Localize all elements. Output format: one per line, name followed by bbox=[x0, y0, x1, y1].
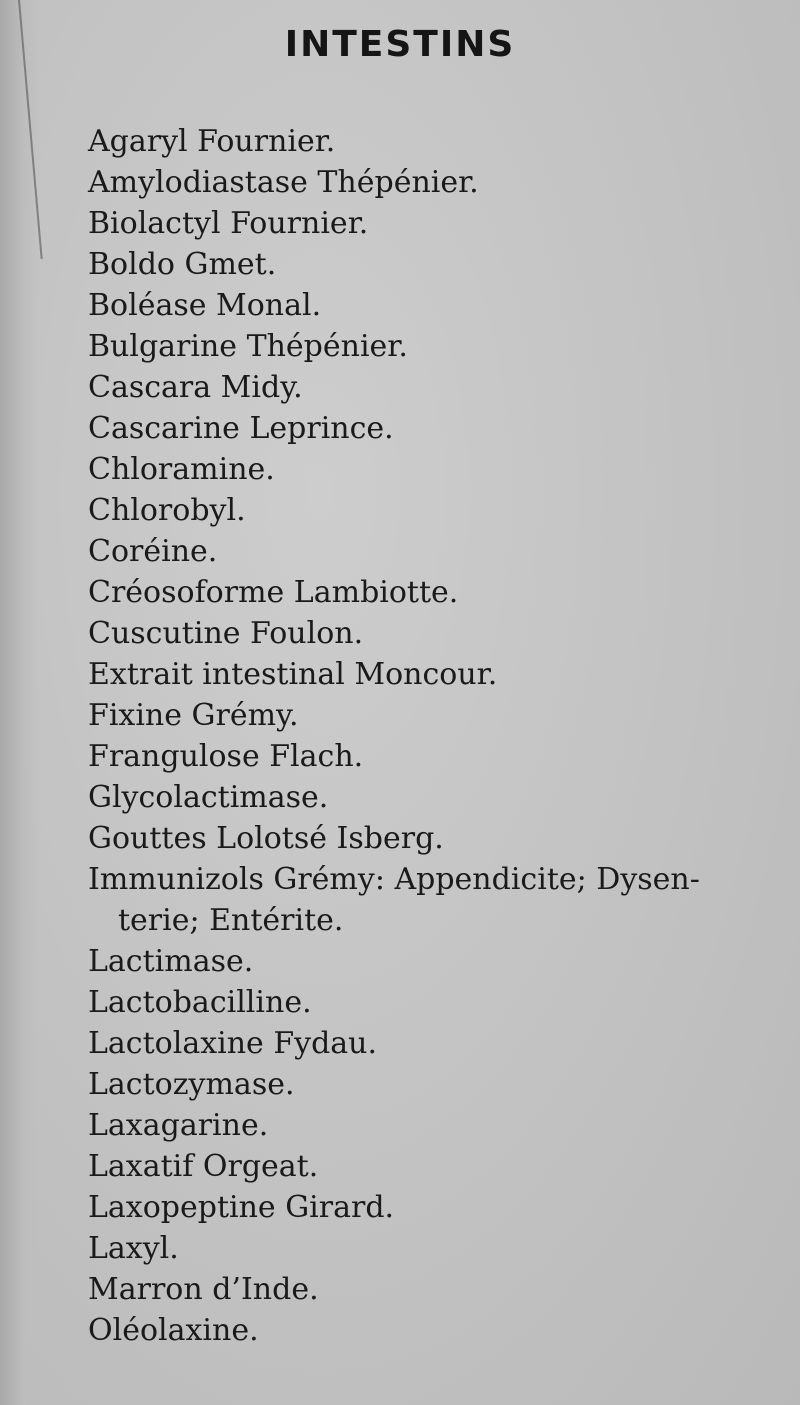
page-title: INTESTINS bbox=[284, 24, 516, 65]
list-item: Biolactyl Fournier. bbox=[88, 206, 369, 241]
list-item: Cuscutine Foulon. bbox=[88, 616, 364, 651]
list-item: Boldo Gmet. bbox=[88, 247, 277, 282]
list-item: Frangulose Flach. bbox=[88, 739, 364, 774]
list-item: Chloramine. bbox=[88, 452, 275, 487]
list-item: Oléolaxine. bbox=[88, 1313, 259, 1348]
list-item: Lactozymase. bbox=[88, 1067, 295, 1102]
list-item-multiline bbox=[88, 859, 700, 941]
list-item: Lactolaxine Fydau. bbox=[88, 1026, 378, 1061]
list-item: Laxopeptine Girard. bbox=[88, 1190, 395, 1225]
list-item: Marron d’Inde. bbox=[88, 1272, 319, 1307]
list-item: Amylodiastase Thépénier. bbox=[88, 165, 479, 200]
list-item: Boléase Monal. bbox=[88, 288, 322, 323]
list-item-continuation: terie; Entérite. bbox=[118, 903, 344, 938]
list-item: Cascarine Leprince. bbox=[88, 411, 394, 446]
list-item: Gouttes Lolotsé Isberg. bbox=[88, 821, 444, 856]
list-item: Glycolactimase. bbox=[88, 780, 329, 815]
list-item: Agaryl Fournier. bbox=[88, 124, 336, 159]
list-item: Créosoforme Lambiotte. bbox=[88, 575, 459, 610]
page-edge-shadow bbox=[0, 0, 40, 1405]
list-item: Laxatif Orgeat. bbox=[88, 1149, 319, 1184]
list-item: Laxyl. bbox=[88, 1231, 179, 1266]
product-list bbox=[88, 121, 700, 1351]
list-item: Lactimase. bbox=[88, 944, 254, 979]
list-item: Laxagarine. bbox=[88, 1108, 269, 1143]
list-item: Cascara Midy. bbox=[88, 370, 303, 405]
list-item-first-line: Immunizols Grémy: Appendicite; Dysen- bbox=[88, 862, 700, 897]
list-item: Lactobacilline. bbox=[88, 985, 312, 1020]
list-item: Chlorobyl. bbox=[88, 493, 246, 528]
list-item: Bulgarine Thépénier. bbox=[88, 329, 408, 364]
list-item: Extrait intestinal Moncour. bbox=[88, 657, 498, 692]
list-item: Fixine Grémy. bbox=[88, 698, 299, 733]
list-item: Coréine. bbox=[88, 534, 218, 569]
